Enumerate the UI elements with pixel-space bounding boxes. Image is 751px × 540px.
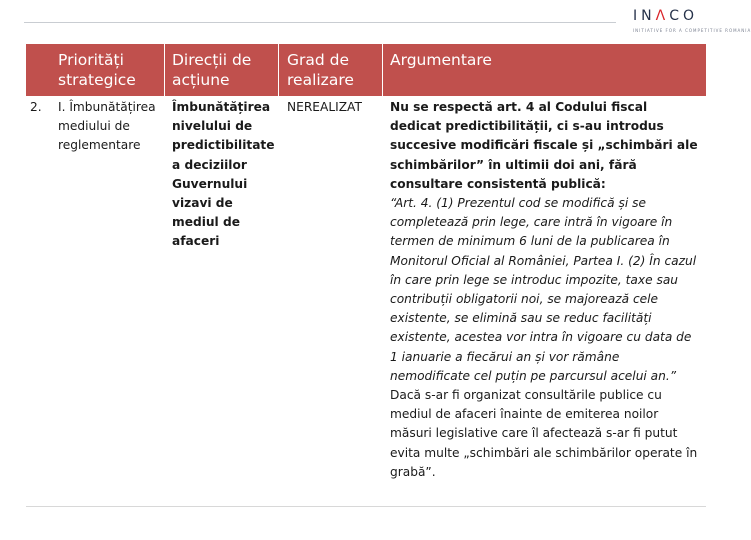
assessment-table (26, 44, 706, 506)
header-directions: Direcții de acțiune (172, 51, 252, 89)
logo-wordmark: INΛCO (633, 8, 698, 24)
status-cell: NEREALIZAT (287, 100, 362, 114)
header-argumentation: Argumentare (390, 51, 492, 69)
column-divider (164, 44, 165, 506)
arg-quote: “Art. 4. (1) Prezentul cod se modifică și se completează prin lege, care intră în vigoare în termen de minimum 6 luni de la publicarea în Monitorul Oficial al României, Partea I. (2) În cazul în care prin lege se introduc impozite, taxe sau contribuții obligatorii noi, se majorează cele existente, se elimină sau se reduc facilități existente, acestea vor intra în vigoare cu data de 1 ianuarie a fiecărui an și vor rămâne nemodificate cel puțin pe parcursul acelui an.” (390, 196, 697, 383)
argumentation-cell (390, 98, 698, 482)
header-status: Grad de realizare (287, 51, 354, 89)
inaco-logo (630, 6, 751, 36)
row-number: 2. (30, 100, 42, 114)
column-divider (278, 44, 279, 506)
header-divider (24, 22, 616, 23)
arg-conclusion: Dacă s-ar fi organizat consultările publice cu mediul de afaceri înainte de emiterea noilor măsuri legislative care îl afectează s-ar fi putut evita multe „schimbări ale schimbărilor operate în grabă”. (390, 388, 698, 479)
priority-cell: I. Îmbunătățirea mediului de reglementare (58, 100, 156, 153)
column-divider (382, 44, 383, 506)
arg-intro: Nu se respectă art. 4 al Codului fiscal dedicat predictibilității, ci s-au introdus succesive modificări fiscale și „schimbări ale schimbărilor” în ultimii doi ani, fără consultare consistentă publică: (390, 100, 698, 191)
header-priorities: Priorități strategice (58, 51, 136, 89)
direction-cell: Îmbunătățirea nivelului de predictibilitate a deciziilor Guvernului vizavi de mediul de afaceri (172, 100, 275, 249)
logo-tagline: INITIATIVE FOR A COMPETITIVE ROMANIA (633, 28, 751, 33)
